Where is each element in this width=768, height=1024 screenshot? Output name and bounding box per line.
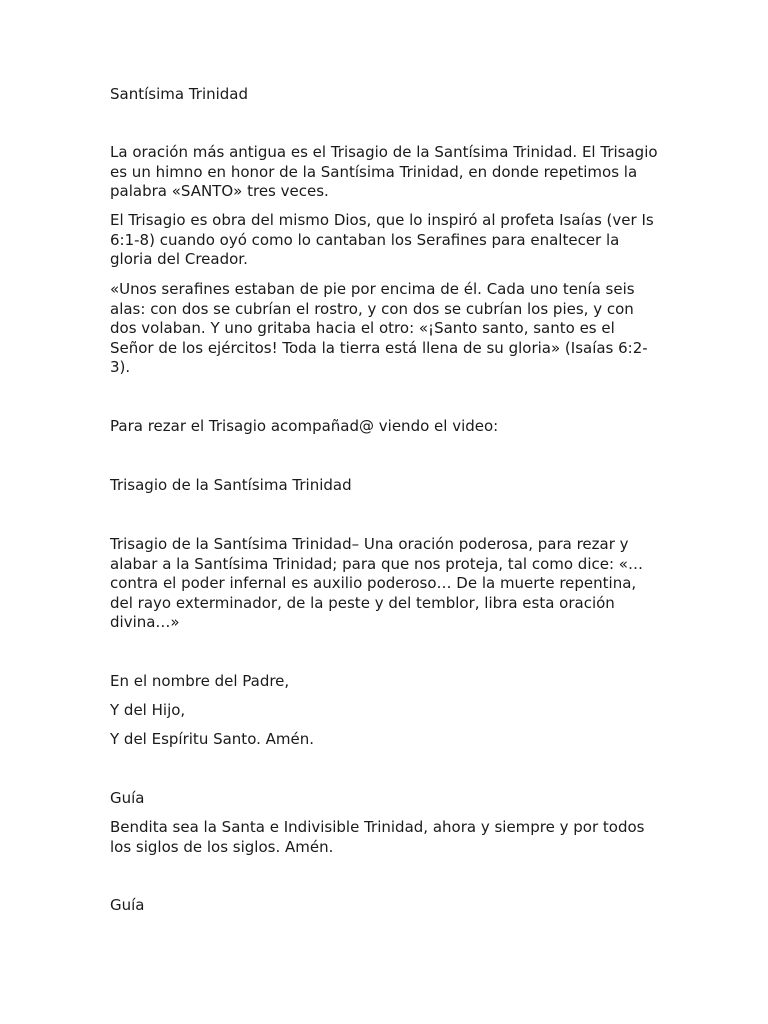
paragraph-video-intro: Para rezar el Trisagio acompañad@ viendo el video: xyxy=(110,417,499,435)
prayer-bendita: Bendita sea la Santa e Indivisible Trinidad, ahora y siempre y por todos los siglos de los siglos. Amén. xyxy=(110,818,645,856)
guide-label: Guía xyxy=(110,896,145,914)
prayer-line-hijo: Y del Hijo, xyxy=(110,701,186,719)
guide-label: Guía xyxy=(110,789,145,807)
paragraph-intro: La oración más antigua es el Trisagio de la Santísima Trinidad. El Trisagio es un himno en honor de la Santísima Trinidad, en donde repetimos la palabra «SANTO» tres veces. xyxy=(110,143,658,200)
video-title: Trisagio de la Santísima Trinidad xyxy=(110,476,352,494)
prayer-line-espiritu: Y del Espíritu Santo. Amén. xyxy=(110,730,315,748)
prayer-line-padre: En el nombre del Padre, xyxy=(110,672,290,690)
paragraph-description: Trisagio de la Santísima Trinidad– Una oración poderosa, para rezar y alabar a la Santísima Trinidad; para que nos proteja, tal como dice: «…contra el poder infernal es auxilio poderoso… De la muerte repentina, del rayo exterminador, de la peste y del temblor, libra esta oración divina…» xyxy=(110,535,643,631)
document-title: Santísima Trinidad xyxy=(110,85,249,103)
paragraph-quote-isaias: «Unos serafines estaban de pie por encima de él. Cada uno tenía seis alas: con dos se cubrían el rostro, y con dos se cubrían los pies, y con dos volaban. Y uno gritaba hacia el otro: «¡Santo santo, santo es el Señor de los ejércitos! Toda la tierra está llena de su gloria» (Isaías 6:2-3). xyxy=(110,280,648,376)
paragraph-origin: El Trisagio es obra del mismo Dios, que lo inspiró al profeta Isaías (ver Is 6:1-8) cuando oyó como lo cantaban los Serafines para enaltecer la gloria del Creador. xyxy=(110,211,654,268)
